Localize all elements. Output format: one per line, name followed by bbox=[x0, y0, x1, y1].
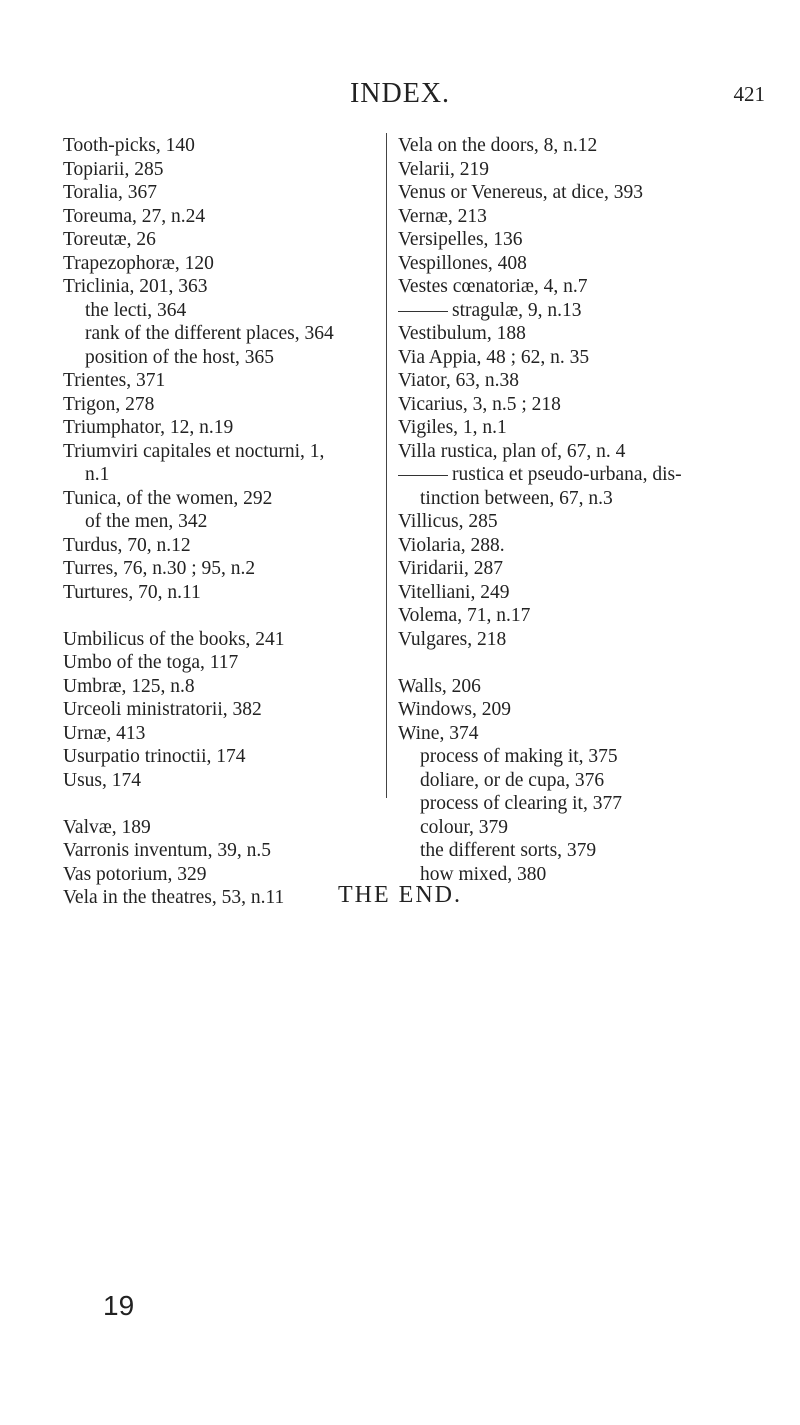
signature-mark: 19 bbox=[103, 1290, 135, 1321]
index-entry-text: colour, 379 bbox=[420, 816, 509, 838]
index-entry-text: the different sorts, 379 bbox=[420, 840, 597, 861]
index-entry-text: Violaria, 288. bbox=[398, 534, 505, 556]
index-entry-text: Vela on the doors, 8, n.12 bbox=[398, 135, 598, 156]
index-entry bbox=[398, 816, 778, 840]
end-text: THE END. bbox=[338, 882, 462, 908]
index-entry-text: process of clearing it, 377 bbox=[420, 793, 622, 814]
index-entry-text: Toreutæ, 26 bbox=[63, 229, 156, 250]
index-entry bbox=[398, 769, 778, 793]
index-entry-text: process of making it, 375 bbox=[420, 746, 618, 767]
index-entry-text: Tooth-picks, 140 bbox=[63, 135, 195, 156]
index-entry-text: Topiarii, 285 bbox=[63, 158, 164, 180]
index-entry bbox=[63, 393, 403, 417]
index-entry bbox=[63, 534, 403, 558]
index-entry-text: doliare, or de cupa, 376 bbox=[420, 769, 605, 791]
index-entry-text: Toralia, 367 bbox=[63, 182, 157, 203]
index-entry bbox=[63, 839, 403, 863]
index-entry-text: Villa rustica, plan of, 67, n. 4 bbox=[398, 440, 626, 462]
index-entry bbox=[63, 557, 403, 581]
index-entry-text: Vulgares, 218 bbox=[398, 628, 507, 650]
index-entry-text: stragulæ, 9, n.13 bbox=[452, 299, 582, 321]
index-entry-text: Viridarii, 287 bbox=[398, 558, 503, 579]
index-entry bbox=[398, 299, 778, 323]
index-entry bbox=[63, 228, 403, 252]
index-entry-text: Walls, 206 bbox=[398, 675, 481, 697]
index-entry-text: Umbilicus of the books, 241 bbox=[63, 628, 285, 650]
index-entry bbox=[398, 557, 778, 581]
index-entry-text: Toreuma, 27, n.24 bbox=[63, 205, 206, 227]
index-entry bbox=[398, 158, 778, 182]
index-entry-text: Urnæ, 413 bbox=[63, 722, 146, 744]
index-entry-text: Triumviri capitales et nocturni, 1, bbox=[63, 440, 325, 462]
index-entry-text: n.1 bbox=[85, 464, 110, 485]
index-entry-text: Vela in the theatres, 53, n.11 bbox=[63, 887, 285, 908]
index-entry bbox=[63, 369, 403, 393]
index-entry bbox=[63, 440, 403, 464]
index-entry bbox=[398, 275, 778, 299]
index-entry bbox=[398, 393, 778, 417]
index-entry bbox=[63, 510, 403, 534]
index-entry bbox=[398, 463, 778, 487]
index-entry-text: Versipelles, 136 bbox=[398, 229, 523, 250]
index-entry-text: of the men, 342 bbox=[85, 511, 208, 532]
index-entry bbox=[398, 698, 778, 722]
index-entry bbox=[398, 745, 778, 769]
entry-gap bbox=[398, 651, 778, 675]
index-entry bbox=[398, 839, 778, 863]
index-entry bbox=[398, 369, 778, 393]
index-entry bbox=[63, 581, 403, 605]
index-entry bbox=[63, 158, 403, 182]
index-entry bbox=[63, 745, 403, 769]
page-title: INDEX. bbox=[349, 78, 451, 109]
index-entry-text: Vestes cœnatoriæ, 4, n.7 bbox=[398, 276, 588, 297]
index-entry-text: Trapezophoræ, 120 bbox=[63, 252, 214, 274]
index-entry-text: Vigiles, 1, n.1 bbox=[398, 417, 507, 438]
index-entry-text: Via Appia, 48 ; 62, n. 35 bbox=[398, 346, 590, 368]
index-entry-text: position of the host, 365 bbox=[85, 346, 275, 368]
index-entry-text: Turdus, 70, n.12 bbox=[63, 534, 191, 556]
index-entry bbox=[398, 604, 778, 628]
index-entry-text: Vernæ, 213 bbox=[398, 205, 487, 227]
index-entry bbox=[398, 792, 778, 816]
index-entry-text: Varronis inventum, 39, n.5 bbox=[63, 840, 271, 861]
index-entry bbox=[398, 628, 778, 652]
column-divider bbox=[386, 133, 387, 798]
index-entry bbox=[63, 134, 403, 158]
index-entry-text: Villicus, 285 bbox=[398, 511, 498, 532]
index-entry bbox=[63, 252, 403, 276]
index-entry-text: rustica et pseudo-urbana, dis- bbox=[452, 464, 682, 485]
index-entry bbox=[63, 816, 403, 840]
index-entry-text: the lecti, 364 bbox=[85, 299, 187, 321]
index-entry bbox=[398, 322, 778, 346]
index-entry-text: Umbræ, 125, n.8 bbox=[63, 675, 195, 697]
index-entry-text: Trientes, 371 bbox=[63, 370, 166, 391]
index-entry bbox=[63, 722, 403, 746]
page-number: 421 bbox=[733, 82, 765, 106]
index-entry bbox=[63, 675, 403, 699]
index-entry-text: Vitelliani, 249 bbox=[398, 581, 510, 603]
index-entry bbox=[63, 299, 403, 323]
index-entry-text: Viator, 63, n.38 bbox=[398, 370, 519, 391]
ditto-dash bbox=[398, 311, 448, 312]
index-entry-text: Valvæ, 189 bbox=[63, 816, 151, 838]
index-entry-text: Trigon, 278 bbox=[63, 393, 155, 415]
index-entry bbox=[398, 181, 778, 205]
index-entry bbox=[398, 416, 778, 440]
index-entry-text: Velarii, 219 bbox=[398, 158, 489, 180]
index-entry-text: how mixed, 380 bbox=[420, 863, 547, 885]
index-entry-text: Turres, 76, n.30 ; 95, n.2 bbox=[63, 558, 256, 579]
entry-gap bbox=[63, 792, 403, 816]
ditto-dash bbox=[398, 475, 448, 476]
index-entry-text: Turtures, 70, n.11 bbox=[63, 581, 201, 603]
index-entry bbox=[398, 675, 778, 699]
index-entry bbox=[63, 487, 403, 511]
index-entry-text: tinction between, 67, n.3 bbox=[420, 487, 613, 509]
index-entry bbox=[63, 322, 403, 346]
index-entry bbox=[398, 510, 778, 534]
index-entry bbox=[63, 181, 403, 205]
index-entry bbox=[398, 205, 778, 229]
index-entry-text: Urceoli ministratorii, 382 bbox=[63, 699, 262, 720]
index-entry bbox=[63, 463, 403, 487]
index-entry-text: rank of the different places, 364 bbox=[85, 323, 334, 344]
index-entry bbox=[63, 346, 403, 370]
index-entry bbox=[63, 205, 403, 229]
index-entry bbox=[398, 228, 778, 252]
index-entry bbox=[63, 769, 403, 793]
index-entry-text: Usus, 174 bbox=[63, 769, 142, 791]
index-entry-text: Triumphator, 12, n.19 bbox=[63, 417, 234, 438]
index-entry bbox=[398, 134, 778, 158]
index-entry bbox=[63, 628, 403, 652]
index-entry-text: Windows, 209 bbox=[398, 699, 511, 720]
index-entry-text: Usurpatio trinoctii, 174 bbox=[63, 746, 246, 767]
index-entry-text: Vespillones, 408 bbox=[398, 252, 527, 274]
index-entry-text: Venus or Venereus, at dice, 393 bbox=[398, 182, 643, 203]
index-entry bbox=[63, 416, 403, 440]
index-entry bbox=[398, 487, 778, 511]
index-entry-text: Tunica, of the women, 292 bbox=[63, 487, 273, 509]
index-entry bbox=[398, 534, 778, 558]
index-entry bbox=[398, 346, 778, 370]
index-entry bbox=[398, 440, 778, 464]
index-column-left bbox=[63, 134, 403, 910]
index-entry bbox=[63, 651, 403, 675]
index-entry-text: Vas potorium, 329 bbox=[63, 863, 207, 885]
index-entry-text: Vestibulum, 188 bbox=[398, 323, 526, 344]
index-entry-text: Vicarius, 3, n.5 ; 218 bbox=[398, 393, 561, 415]
index-entry bbox=[63, 275, 403, 299]
index-column-right bbox=[398, 134, 778, 886]
entry-gap bbox=[63, 604, 403, 628]
index-entry-text: Wine, 374 bbox=[398, 722, 479, 744]
index-entry bbox=[398, 252, 778, 276]
index-entry-text: Triclinia, 201, 363 bbox=[63, 276, 208, 297]
index-entry bbox=[398, 581, 778, 605]
index-entry bbox=[398, 722, 778, 746]
index-entry bbox=[63, 698, 403, 722]
index-entry-text: Volema, 71, n.17 bbox=[398, 605, 531, 626]
index-entry-text: Umbo of the toga, 117 bbox=[63, 652, 239, 673]
